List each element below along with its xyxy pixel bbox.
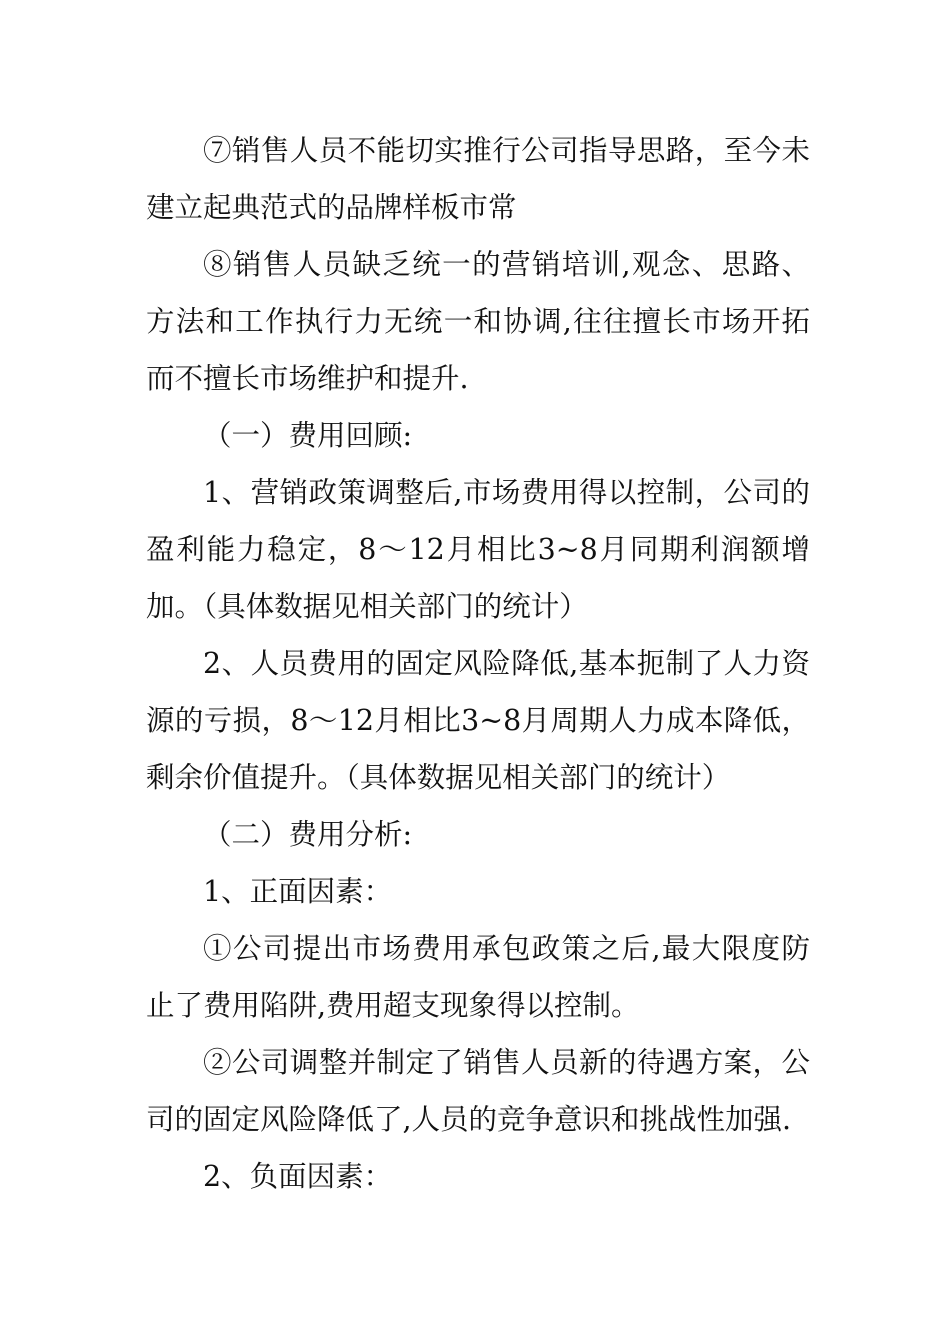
section-heading-expense-analysis: （二）费用分析: [203,818,413,851]
paragraph-item-8-training-issue: ⑧销售人员缺乏统一的营销培训,观念、思路、方法和工作执行力无统一和协调,往往擅长市场开拓而不擅长市场维护和提升. [146,248,810,395]
subheading-negative-factors: 2、负面因素： [203,1160,393,1193]
section-heading-expense-review: （一）费用回顾: [203,419,413,452]
paragraph-item-7-salesforce-issue: ⑦销售人员不能切实推行公司指导思路，至今未建立起典范式的品牌样板市常 [146,134,810,224]
document-body [146,122,810,1205]
paragraph-review-point-2: 2、人员费用的固定风险降低,基本扼制了人力资源的亏损，8～12月相比3~8月周期人力成本降低，剩余价值提升。（具体数据见相关部门的统计） [146,647,810,794]
paragraph-review-point-1: 1、营销政策调整后,市场费用得以控制，公司的盈利能力稳定，8～12月相比3~8月同期利润额增加。（具体数据见相关部门的统计） [146,476,810,623]
paragraph-positive-factor-1: ①公司提出市场费用承包政策之后,最大限度防止了费用陷阱,费用超支现象得以控制。 [146,932,810,1022]
paragraph-positive-factor-2: ②公司调整并制定了销售人员新的待遇方案，公司的固定风险降低了,人员的竞争意识和挑战性加强. [146,1046,810,1136]
subheading-positive-factors: 1、正面因素： [203,875,393,908]
